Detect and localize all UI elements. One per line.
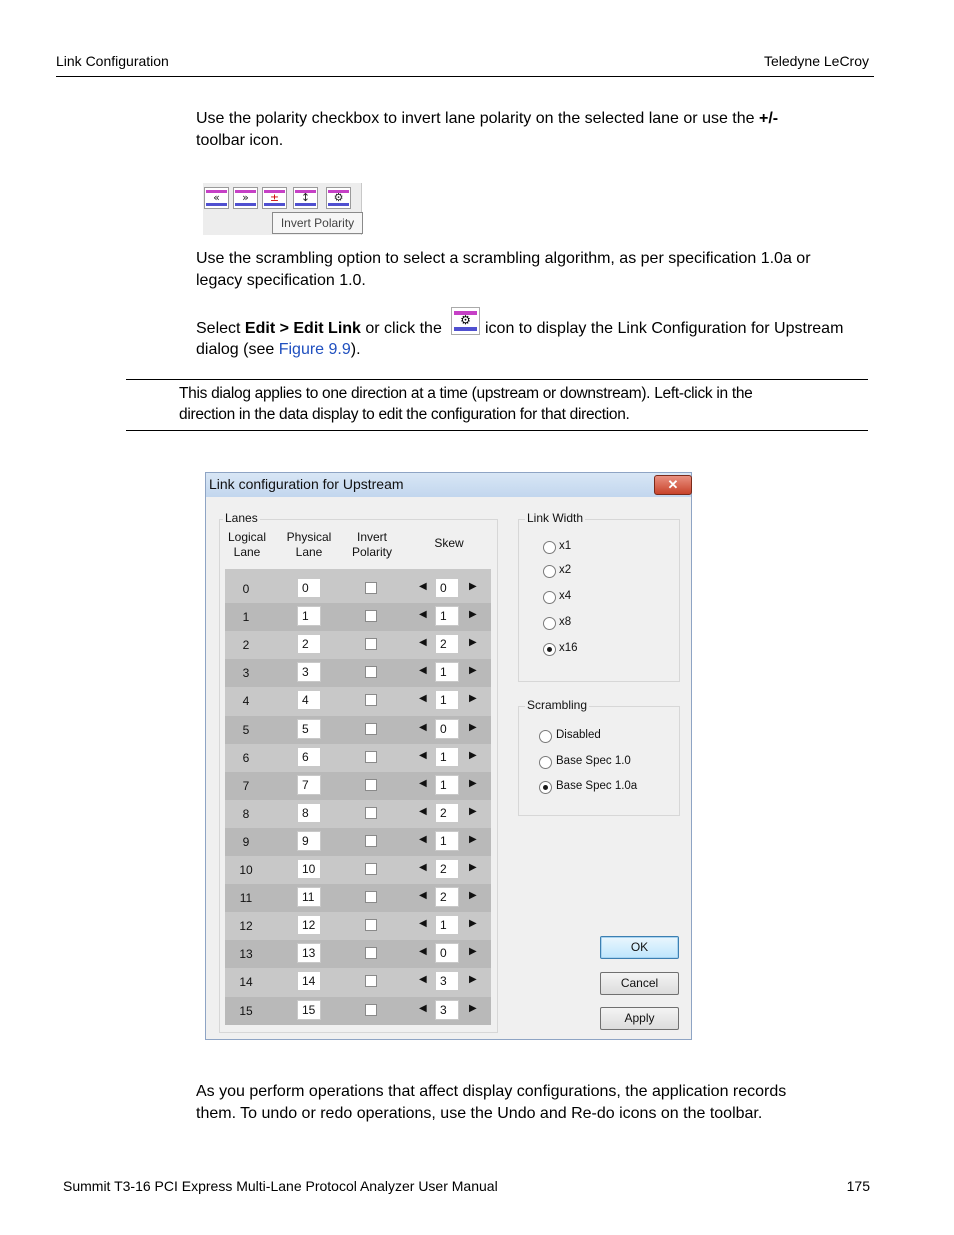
skew-decrease-icon[interactable]: ◀ — [419, 581, 427, 592]
paragraph-text: toolbar icon. — [196, 131, 284, 149]
swap-right-icon: » — [233, 187, 258, 209]
skew-input[interactable]: 0 — [435, 719, 459, 739]
skew-decrease-icon[interactable]: ◀ — [419, 918, 427, 930]
link-width-radio-x16[interactable] — [543, 643, 556, 656]
logical-lane-value: 3 — [242, 666, 250, 681]
lane-row — [225, 884, 491, 912]
physical-lane-input[interactable]: 2 — [297, 634, 321, 654]
logical-lane-value: 14 — [239, 975, 253, 990]
invert-polarity-icon: ± — [262, 187, 287, 209]
paragraph-text: or click the — [360, 320, 442, 337]
skew-decrease-icon[interactable]: ◀ — [419, 609, 427, 621]
logical-lane-value: 15 — [239, 1003, 253, 1018]
physical-lane-input[interactable]: 6 — [297, 747, 321, 767]
skew-increase-icon[interactable]: ▶ — [469, 777, 477, 789]
physical-lane-input[interactable]: 7 — [297, 775, 321, 795]
skew-decrease-icon[interactable]: ◀ — [419, 974, 427, 986]
lane-row — [225, 912, 491, 940]
invert-polarity-checkbox[interactable] — [365, 610, 377, 622]
link-width-option-label: x1 — [559, 540, 572, 552]
physical-lane-input[interactable]: 15 — [297, 1000, 321, 1020]
paragraph-text: dialog (see — [196, 341, 279, 358]
col-logical-lane: Logical Lane — [227, 530, 267, 559]
skew-increase-icon[interactable]: ▶ — [469, 581, 477, 592]
link-width-group — [518, 519, 680, 682]
lane-row — [225, 997, 491, 1025]
logical-lane-value: 10 — [239, 863, 253, 877]
skew-increase-icon[interactable]: ▶ — [469, 833, 477, 845]
physical-lane-input[interactable]: 10 — [297, 859, 321, 879]
physical-lane-input[interactable]: 12 — [297, 915, 321, 935]
logical-lane-value: 11 — [239, 891, 253, 906]
lane-row — [225, 744, 491, 772]
cancel-button[interactable]: Cancel — [600, 972, 679, 995]
skew-decrease-icon[interactable]: ◀ — [419, 805, 427, 817]
physical-lane-input[interactable]: 13 — [297, 943, 321, 963]
scrambling-radio-0[interactable] — [539, 730, 552, 743]
footer-title: Summit T3-16 PCI Express Multi-Lane Protocol Analyzer User Manual — [63, 1178, 498, 1194]
invert-polarity-checkbox[interactable] — [365, 582, 377, 594]
skew-increase-icon[interactable]: ▶ — [469, 805, 477, 817]
skew-increase-icon[interactable]: ▶ — [469, 749, 477, 761]
paragraph-edit-link-line2 — [196, 339, 361, 361]
skew-increase-icon[interactable]: ▶ — [469, 974, 477, 986]
lane-row — [225, 940, 491, 968]
skew-increase-icon[interactable]: ▶ — [469, 665, 477, 677]
col-invert-polarity: Invert Polarity — [351, 530, 392, 559]
scrambling-option-label: Base Spec 1.0a — [556, 780, 638, 792]
note-text: direction in the data display to edit the configuration for that direction. — [179, 406, 630, 423]
scrambling-option-label: Base Spec 1.0 — [556, 755, 631, 767]
skew-input[interactable]: 2 — [435, 859, 459, 879]
note-bottom-rule — [126, 430, 868, 431]
physical-lane-input[interactable]: 1 — [297, 606, 321, 626]
paragraph-scrambling — [196, 248, 876, 291]
logical-lane-value: 1 — [242, 610, 250, 625]
skew-decrease-icon[interactable]: ◀ — [419, 693, 427, 705]
paragraph-text: Use the scrambling option to select a scrambling algorithm, as per specification 1.0a or — [196, 250, 811, 267]
skew-input[interactable]: 3 — [435, 1000, 459, 1020]
skew-decrease-icon[interactable]: ◀ — [419, 721, 427, 733]
lanes-grid — [225, 569, 491, 1018]
lane-row — [225, 800, 491, 828]
edit-link-icon: ⚙ — [326, 187, 351, 209]
invert-polarity-checkbox[interactable] — [365, 751, 377, 763]
skew-input[interactable]: 1 — [435, 606, 459, 626]
physical-lane-input[interactable]: 3 — [297, 662, 321, 682]
paragraph-polarity — [196, 108, 876, 151]
invert-polarity-checkbox[interactable] — [365, 779, 377, 791]
logical-lane-value: 4 — [242, 694, 250, 709]
logical-lane-value: 5 — [242, 722, 250, 737]
logical-lane-value: 8 — [242, 806, 250, 821]
physical-lane-input[interactable]: 9 — [297, 831, 321, 851]
skew-decrease-icon[interactable]: ◀ — [419, 749, 427, 761]
link-width-radio-x4[interactable] — [543, 591, 556, 604]
skew-decrease-icon[interactable]: ◀ — [419, 777, 427, 789]
paragraph-text: As you perform operations that affect display configurations, the application records — [196, 1083, 787, 1100]
logical-lane-value: 6 — [242, 750, 250, 765]
skew-decrease-icon[interactable]: ◀ — [419, 946, 427, 958]
invert-polarity-checkbox[interactable] — [365, 919, 377, 931]
skew-input[interactable]: 1 — [435, 690, 459, 710]
invert-polarity-checkbox[interactable] — [365, 1004, 377, 1016]
lane-row — [225, 856, 491, 884]
skew-increase-icon[interactable]: ▶ — [469, 946, 477, 958]
invert-polarity-checkbox[interactable] — [365, 863, 377, 875]
link-configuration-dialog — [205, 472, 692, 1040]
skew-icon: ↕ — [293, 187, 318, 209]
logical-lane-value: 12 — [239, 919, 253, 934]
skew-input[interactable]: 1 — [435, 747, 459, 767]
skew-decrease-icon[interactable]: ◀ — [419, 1002, 427, 1014]
invert-polarity-checkbox[interactable] — [365, 807, 377, 819]
skew-decrease-icon[interactable]: ◀ — [419, 665, 427, 677]
paragraph-text: them. To undo or redo operations, use the Undo and Re-do icons on the toolbar. — [196, 1104, 763, 1122]
note-box — [179, 383, 752, 425]
invert-polarity-checkbox[interactable] — [365, 666, 377, 678]
skew-decrease-icon[interactable]: ◀ — [419, 637, 427, 649]
lane-row — [225, 828, 491, 856]
lane-row — [225, 631, 491, 659]
link-width-radio-x8[interactable] — [543, 617, 556, 630]
skew-input[interactable]: 1 — [435, 775, 459, 795]
skew-decrease-icon[interactable]: ◀ — [419, 833, 427, 845]
apply-button[interactable]: Apply — [600, 1007, 679, 1030]
lane-row — [225, 575, 491, 603]
swap-left-icon: « — [204, 187, 229, 209]
page-number: 175 — [846, 1178, 870, 1194]
logical-lane-value: 9 — [242, 834, 250, 849]
skew-increase-icon[interactable]: ▶ — [469, 890, 477, 902]
menu-path: Edit > Edit Link — [244, 320, 361, 337]
note-top-rule — [126, 379, 868, 380]
link-width-option-label: x8 — [559, 616, 572, 628]
scrambling-radio-1[interactable] — [539, 756, 552, 769]
logical-lane-value: 0 — [242, 582, 250, 596]
skew-increase-icon[interactable]: ▶ — [469, 609, 477, 621]
physical-lane-input[interactable]: 8 — [297, 803, 321, 823]
skew-increase-icon[interactable]: ▶ — [469, 693, 477, 705]
invert-polarity-checkbox[interactable] — [365, 975, 377, 987]
lane-row — [225, 968, 491, 996]
invert-polarity-checkbox[interactable] — [365, 891, 377, 903]
lane-row — [225, 716, 491, 744]
skew-input[interactable]: 1 — [435, 662, 459, 682]
lanes-group-label: Lanes — [225, 511, 258, 525]
physical-lane-input[interactable]: 0 — [297, 578, 321, 598]
scrambling-label: Scrambling — [527, 698, 588, 712]
logical-lane-value: 13 — [239, 947, 253, 962]
physical-lane-input[interactable]: 14 — [297, 971, 321, 991]
running-header-left: Link Configuration — [56, 53, 169, 69]
close-button[interactable]: ✕ — [654, 475, 692, 495]
link-width-option-label: x2 — [559, 564, 572, 576]
skew-input[interactable]: 2 — [435, 634, 459, 654]
physical-lane-input[interactable]: 4 — [297, 690, 321, 710]
invert-polarity-checkbox[interactable] — [365, 694, 377, 706]
paragraph-text: ). — [350, 341, 361, 358]
dialog-title: Link configuration for Upstream — [209, 476, 404, 492]
skew-increase-icon[interactable]: ▶ — [469, 862, 477, 873]
lane-row — [225, 772, 491, 800]
scrambling-radio-2[interactable] — [539, 781, 552, 794]
skew-increase-icon[interactable]: ▶ — [469, 721, 477, 733]
skew-input[interactable]: 2 — [435, 887, 459, 907]
edit-link-inline-icon: ⚙ — [451, 307, 480, 335]
skew-increase-icon[interactable]: ▶ — [469, 918, 477, 930]
lane-row — [225, 659, 491, 687]
link-width-option-label: x4 — [559, 590, 572, 602]
link-width-label: Link Width — [527, 511, 584, 525]
bold-term: +/- — [759, 110, 779, 127]
note-text: This dialog applies to one direction at a time (upstream or downstream). Left-click in the — [179, 385, 753, 402]
logical-lane-value: 7 — [242, 778, 250, 793]
paragraph-edit-link-start — [196, 318, 446, 340]
dialog-titlebar — [206, 473, 691, 497]
skew-decrease-icon[interactable]: ◀ — [419, 890, 427, 902]
tooltip-invert-polarity: Invert Polarity — [272, 212, 363, 234]
invert-polarity-checkbox[interactable] — [365, 638, 377, 650]
logical-lane-value: 2 — [242, 638, 250, 653]
lane-row — [225, 603, 491, 631]
ok-button[interactable]: OK — [600, 936, 679, 959]
invert-polarity-checkbox[interactable] — [365, 723, 377, 735]
link-width-radio-x2[interactable] — [543, 565, 556, 578]
link-width-radio-x1[interactable] — [543, 541, 556, 554]
skew-input[interactable]: 2 — [435, 803, 459, 823]
scrambling-option-label: Disabled — [556, 729, 601, 741]
lane-row — [225, 687, 491, 715]
running-header-right: Teledyne LeCroy — [763, 53, 869, 69]
paragraph-text: Select — [196, 320, 245, 337]
col-physical-lane: Physical Lane — [286, 530, 332, 559]
physical-lane-input[interactable]: 5 — [297, 719, 321, 739]
paragraph-edit-link-end: icon to display the Link Configuration for Upstream — [485, 320, 844, 337]
skew-decrease-icon[interactable]: ◀ — [419, 862, 427, 873]
skew-input[interactable]: 0 — [435, 578, 459, 598]
paragraph-text: legacy specification 1.0. — [196, 271, 366, 289]
skew-input[interactable]: 1 — [435, 831, 459, 851]
paragraph-undo-redo — [196, 1081, 876, 1124]
link-width-option-label: x16 — [559, 642, 578, 654]
skew-input[interactable]: 0 — [435, 943, 459, 963]
skew-increase-icon[interactable]: ▶ — [469, 637, 477, 649]
header-rule — [56, 76, 874, 77]
skew-increase-icon[interactable]: ▶ — [469, 1002, 477, 1014]
paragraph-text: Use the polarity checkbox to invert lane polarity on the selected lane or use the — [196, 110, 759, 127]
skew-input[interactable]: 1 — [435, 915, 459, 935]
invert-polarity-checkbox[interactable] — [365, 947, 377, 959]
physical-lane-input[interactable]: 11 — [297, 887, 321, 907]
skew-input[interactable]: 3 — [435, 971, 459, 991]
figure-link[interactable]: Figure 9.9 — [278, 341, 351, 358]
invert-polarity-checkbox[interactable] — [365, 835, 377, 847]
col-skew: Skew — [434, 536, 464, 550]
